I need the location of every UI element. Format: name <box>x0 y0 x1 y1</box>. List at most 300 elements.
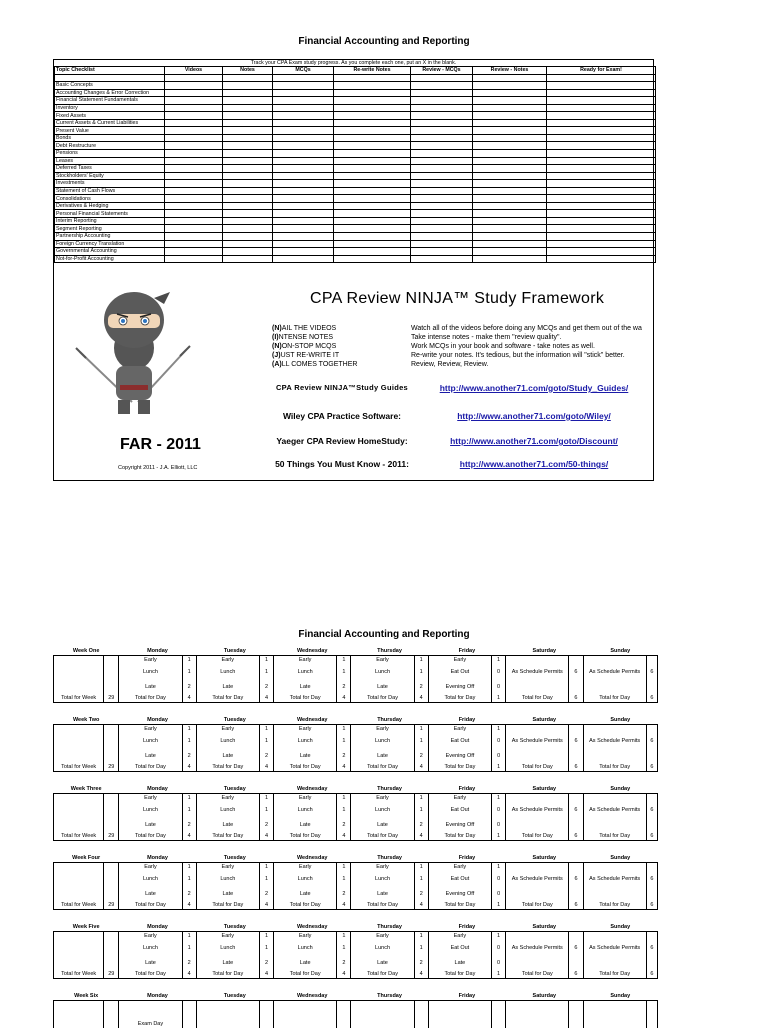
hours-value[interactable] <box>646 817 657 832</box>
hours-value[interactable]: 2 <box>182 679 196 694</box>
checklist-cell[interactable] <box>334 112 411 120</box>
checklist-cell[interactable] <box>473 195 547 203</box>
hours-value[interactable]: 2 <box>337 748 351 763</box>
hours-value[interactable]: 1 <box>414 940 428 955</box>
hours-value[interactable]: 1 <box>414 871 428 886</box>
hours-value[interactable]: 4 <box>182 901 196 910</box>
checklist-cell[interactable] <box>273 248 334 256</box>
hours-value[interactable]: 1 <box>492 725 506 734</box>
hours-value[interactable] <box>337 1001 351 1011</box>
checklist-cell[interactable] <box>165 89 223 97</box>
hours-value[interactable]: 4 <box>337 970 351 979</box>
hours-value[interactable]: 1 <box>492 763 506 772</box>
checklist-cell[interactable] <box>411 248 473 256</box>
hours-value[interactable]: 1 <box>492 863 506 872</box>
checklist-cell[interactable] <box>411 172 473 180</box>
checklist-cell[interactable] <box>165 172 223 180</box>
checklist-cell[interactable] <box>273 172 334 180</box>
checklist-cell[interactable] <box>547 195 656 203</box>
hours-value[interactable] <box>569 656 583 665</box>
week-total-value[interactable]: 29 <box>104 832 119 841</box>
week-total-value[interactable] <box>104 748 119 763</box>
checklist-cell[interactable] <box>334 119 411 127</box>
hours-value[interactable] <box>569 886 583 901</box>
checklist-cell[interactable] <box>273 255 334 263</box>
hours-value[interactable] <box>569 817 583 832</box>
checklist-cell[interactable] <box>165 195 223 203</box>
checklist-cell[interactable] <box>165 187 223 195</box>
hours-value[interactable]: 4 <box>414 763 428 772</box>
hours-value[interactable]: 0 <box>492 886 506 901</box>
checklist-cell[interactable] <box>473 89 547 97</box>
checklist-cell[interactable] <box>223 225 273 233</box>
hours-value[interactable] <box>646 656 657 665</box>
hours-value[interactable]: 4 <box>337 694 351 703</box>
hours-value[interactable]: 1 <box>492 656 506 665</box>
hours-value[interactable]: 4 <box>414 832 428 841</box>
checklist-cell[interactable] <box>334 74 411 82</box>
checklist-cell[interactable] <box>334 195 411 203</box>
hours-value[interactable]: 1 <box>259 932 273 941</box>
hours-value[interactable]: 4 <box>259 832 273 841</box>
hours-value[interactable]: 1 <box>182 794 196 803</box>
checklist-cell[interactable] <box>273 97 334 105</box>
week-total-value[interactable] <box>104 955 119 970</box>
hours-value[interactable]: 2 <box>259 886 273 901</box>
week-total-value[interactable] <box>104 940 119 955</box>
checklist-cell[interactable] <box>547 225 656 233</box>
hours-value[interactable]: 4 <box>182 763 196 772</box>
checklist-cell[interactable] <box>473 119 547 127</box>
checklist-cell[interactable] <box>273 217 334 225</box>
hours-value[interactable]: 1 <box>337 802 351 817</box>
hours-value[interactable]: 0 <box>492 748 506 763</box>
checklist-cell[interactable] <box>273 240 334 248</box>
hours-value[interactable]: 2 <box>259 817 273 832</box>
hours-value[interactable] <box>646 932 657 941</box>
checklist-cell[interactable] <box>547 187 656 195</box>
week-total-value[interactable] <box>104 817 119 832</box>
checklist-cell[interactable] <box>547 142 656 150</box>
checklist-cell[interactable] <box>411 165 473 173</box>
week-total-value[interactable] <box>104 656 119 665</box>
checklist-cell[interactable] <box>411 134 473 142</box>
hours-value[interactable]: 1 <box>337 725 351 734</box>
checklist-cell[interactable] <box>334 172 411 180</box>
checklist-cell[interactable] <box>411 74 473 82</box>
checklist-cell[interactable] <box>273 104 334 112</box>
hours-value[interactable]: 1 <box>414 733 428 748</box>
hours-value[interactable]: 0 <box>492 679 506 694</box>
checklist-cell[interactable] <box>334 210 411 218</box>
hours-value[interactable]: 1 <box>259 863 273 872</box>
hours-value[interactable] <box>646 679 657 694</box>
checklist-cell[interactable] <box>223 150 273 158</box>
hours-value[interactable]: 4 <box>259 970 273 979</box>
checklist-cell[interactable] <box>473 248 547 256</box>
checklist-cell[interactable] <box>223 187 273 195</box>
checklist-cell[interactable] <box>411 210 473 218</box>
checklist-cell[interactable] <box>273 142 334 150</box>
hours-value[interactable]: 4 <box>337 901 351 910</box>
hours-value[interactable]: 6 <box>569 901 583 910</box>
hours-value[interactable]: 4 <box>337 763 351 772</box>
hours-value[interactable]: 1 <box>414 802 428 817</box>
checklist-cell[interactable] <box>273 89 334 97</box>
checklist-cell[interactable] <box>273 134 334 142</box>
checklist-cell[interactable] <box>273 150 334 158</box>
hours-value[interactable] <box>646 863 657 872</box>
checklist-cell[interactable] <box>165 217 223 225</box>
checklist-cell[interactable] <box>334 225 411 233</box>
hours-value[interactable]: 4 <box>182 694 196 703</box>
hours-value[interactable]: 1 <box>259 802 273 817</box>
checklist-cell[interactable] <box>273 119 334 127</box>
week-total-value[interactable]: 29 <box>104 901 119 910</box>
checklist-cell[interactable] <box>334 142 411 150</box>
checklist-cell[interactable] <box>473 187 547 195</box>
checklist-cell[interactable] <box>411 104 473 112</box>
checklist-cell[interactable] <box>165 150 223 158</box>
hours-value[interactable]: 1 <box>259 664 273 679</box>
hours-value[interactable]: 6 <box>646 763 657 772</box>
checklist-cell[interactable] <box>547 240 656 248</box>
checklist-cell[interactable] <box>273 112 334 120</box>
checklist-cell[interactable] <box>547 248 656 256</box>
hours-value[interactable]: 1 <box>492 832 506 841</box>
checklist-cell[interactable] <box>411 255 473 263</box>
checklist-cell[interactable] <box>334 89 411 97</box>
checklist-cell[interactable] <box>165 255 223 263</box>
checklist-cell[interactable] <box>547 119 656 127</box>
checklist-cell[interactable] <box>223 210 273 218</box>
checklist-cell[interactable] <box>473 74 547 82</box>
week-total-value[interactable] <box>104 664 119 679</box>
week-total-value[interactable] <box>104 794 119 803</box>
hours-value[interactable] <box>569 932 583 941</box>
checklist-cell[interactable] <box>334 104 411 112</box>
week-total-value[interactable] <box>104 863 119 872</box>
hours-value[interactable]: 1 <box>182 863 196 872</box>
hours-value[interactable]: 2 <box>414 817 428 832</box>
checklist-cell[interactable] <box>411 225 473 233</box>
hours-value[interactable]: 1 <box>492 901 506 910</box>
hours-value[interactable]: 6 <box>646 901 657 910</box>
checklist-cell[interactable] <box>273 225 334 233</box>
hours-value[interactable]: 6 <box>646 940 657 955</box>
week-total-value[interactable] <box>104 679 119 694</box>
checklist-cell[interactable] <box>223 89 273 97</box>
hours-value[interactable]: 2 <box>337 955 351 970</box>
checklist-cell[interactable] <box>473 180 547 188</box>
checklist-cell[interactable] <box>411 187 473 195</box>
hours-value[interactable]: 1 <box>182 802 196 817</box>
checklist-cell[interactable] <box>411 150 473 158</box>
hours-value[interactable]: 6 <box>646 802 657 817</box>
hours-value[interactable]: 2 <box>414 886 428 901</box>
checklist-cell[interactable] <box>473 134 547 142</box>
hours-value[interactable]: 0 <box>492 802 506 817</box>
hours-value[interactable]: 1 <box>492 694 506 703</box>
checklist-cell[interactable] <box>273 180 334 188</box>
checklist-cell[interactable] <box>547 233 656 241</box>
hours-value[interactable]: 1 <box>259 794 273 803</box>
hours-value[interactable]: 2 <box>337 679 351 694</box>
checklist-cell[interactable] <box>473 217 547 225</box>
hours-value[interactable]: 1 <box>182 940 196 955</box>
hours-value[interactable]: 0 <box>492 871 506 886</box>
checklist-cell[interactable] <box>165 127 223 135</box>
checklist-cell[interactable] <box>165 82 223 90</box>
hours-value[interactable]: 2 <box>337 886 351 901</box>
hours-value[interactable] <box>569 863 583 872</box>
hours-value[interactable] <box>182 1010 196 1019</box>
checklist-cell[interactable] <box>473 97 547 105</box>
hours-value[interactable]: 4 <box>182 832 196 841</box>
checklist-cell[interactable] <box>223 202 273 210</box>
hours-value[interactable]: 1 <box>492 970 506 979</box>
hours-value[interactable]: 1 <box>337 863 351 872</box>
hours-value[interactable] <box>569 1001 583 1011</box>
checklist-cell[interactable] <box>547 74 656 82</box>
hours-value[interactable]: 6 <box>569 970 583 979</box>
checklist-cell[interactable] <box>473 127 547 135</box>
checklist-cell[interactable] <box>165 248 223 256</box>
checklist-cell[interactable] <box>223 165 273 173</box>
checklist-cell[interactable] <box>473 202 547 210</box>
checklist-cell[interactable] <box>165 157 223 165</box>
checklist-cell[interactable] <box>273 82 334 90</box>
checklist-cell[interactable] <box>473 112 547 120</box>
hours-value[interactable]: 1 <box>259 656 273 665</box>
checklist-cell[interactable] <box>165 97 223 105</box>
hours-value[interactable]: 0 <box>492 733 506 748</box>
checklist-cell[interactable] <box>547 165 656 173</box>
hours-value[interactable]: 1 <box>337 794 351 803</box>
hours-value[interactable]: 1 <box>414 656 428 665</box>
checklist-cell[interactable] <box>223 180 273 188</box>
week-total-value[interactable] <box>104 886 119 901</box>
checklist-cell[interactable] <box>411 97 473 105</box>
checklist-cell[interactable] <box>411 157 473 165</box>
hours-value[interactable]: 4 <box>414 901 428 910</box>
hours-value[interactable]: 0 <box>492 664 506 679</box>
hours-value[interactable]: 1 <box>414 664 428 679</box>
hours-value[interactable]: 2 <box>182 886 196 901</box>
hours-value[interactable]: 1 <box>414 932 428 941</box>
checklist-cell[interactable] <box>334 255 411 263</box>
hours-value[interactable]: 4 <box>414 694 428 703</box>
hours-value[interactable] <box>492 1001 506 1011</box>
hours-value[interactable]: 4 <box>259 763 273 772</box>
checklist-cell[interactable] <box>165 104 223 112</box>
checklist-cell[interactable] <box>223 74 273 82</box>
checklist-cell[interactable] <box>411 82 473 90</box>
checklist-cell[interactable] <box>473 150 547 158</box>
checklist-cell[interactable] <box>273 202 334 210</box>
hours-value[interactable] <box>646 794 657 803</box>
hours-value[interactable]: 2 <box>414 955 428 970</box>
hours-value[interactable]: 1 <box>182 656 196 665</box>
checklist-cell[interactable] <box>55 74 165 82</box>
checklist-cell[interactable] <box>547 180 656 188</box>
checklist-cell[interactable] <box>473 165 547 173</box>
checklist-cell[interactable] <box>473 82 547 90</box>
hours-value[interactable]: 1 <box>182 932 196 941</box>
hours-value[interactable]: 0 <box>492 817 506 832</box>
hours-value[interactable]: 1 <box>259 733 273 748</box>
hours-value[interactable]: 1 <box>259 725 273 734</box>
hours-value[interactable] <box>569 794 583 803</box>
resource-link[interactable]: http://www.another71.com/goto/Wiley/ <box>457 411 611 421</box>
checklist-cell[interactable] <box>411 202 473 210</box>
hours-value[interactable]: 2 <box>259 679 273 694</box>
hours-value[interactable]: 6 <box>569 940 583 955</box>
hours-value[interactable]: 6 <box>569 694 583 703</box>
checklist-cell[interactable] <box>547 172 656 180</box>
checklist-cell[interactable] <box>273 165 334 173</box>
hours-value[interactable]: 4 <box>182 970 196 979</box>
checklist-cell[interactable] <box>273 195 334 203</box>
hours-value[interactable] <box>569 679 583 694</box>
checklist-cell[interactable] <box>473 104 547 112</box>
checklist-cell[interactable] <box>165 202 223 210</box>
checklist-cell[interactable] <box>473 225 547 233</box>
checklist-cell[interactable] <box>547 97 656 105</box>
checklist-cell[interactable] <box>223 97 273 105</box>
hours-value[interactable] <box>646 955 657 970</box>
checklist-cell[interactable] <box>273 210 334 218</box>
checklist-cell[interactable] <box>547 255 656 263</box>
checklist-cell[interactable] <box>547 217 656 225</box>
checklist-cell[interactable] <box>223 104 273 112</box>
checklist-cell[interactable] <box>411 240 473 248</box>
hours-value[interactable]: 1 <box>182 664 196 679</box>
checklist-cell[interactable] <box>223 217 273 225</box>
checklist-cell[interactable] <box>473 210 547 218</box>
checklist-cell[interactable] <box>273 157 334 165</box>
checklist-cell[interactable] <box>165 142 223 150</box>
checklist-cell[interactable] <box>273 233 334 241</box>
hours-value[interactable]: 1 <box>182 871 196 886</box>
hours-value[interactable]: 6 <box>646 664 657 679</box>
checklist-cell[interactable] <box>334 240 411 248</box>
hours-value[interactable]: 2 <box>414 679 428 694</box>
checklist-cell[interactable] <box>223 142 273 150</box>
hours-value[interactable]: 1 <box>337 733 351 748</box>
hours-value[interactable]: 2 <box>414 748 428 763</box>
checklist-cell[interactable] <box>165 180 223 188</box>
hours-value[interactable]: 2 <box>337 817 351 832</box>
checklist-cell[interactable] <box>334 180 411 188</box>
checklist-cell[interactable] <box>223 240 273 248</box>
hours-value[interactable]: 4 <box>414 970 428 979</box>
hours-value[interactable]: 0 <box>492 955 506 970</box>
checklist-cell[interactable] <box>223 157 273 165</box>
hours-value[interactable]: 2 <box>182 748 196 763</box>
hours-value[interactable]: 6 <box>569 871 583 886</box>
hours-value[interactable]: 6 <box>646 970 657 979</box>
checklist-cell[interactable] <box>411 127 473 135</box>
hours-value[interactable] <box>182 1001 196 1011</box>
checklist-cell[interactable] <box>547 202 656 210</box>
checklist-cell[interactable] <box>273 74 334 82</box>
checklist-cell[interactable] <box>165 74 223 82</box>
checklist-cell[interactable] <box>273 127 334 135</box>
checklist-cell[interactable] <box>411 142 473 150</box>
hours-value[interactable] <box>646 886 657 901</box>
hours-value[interactable] <box>337 1010 351 1019</box>
week-total-value[interactable] <box>104 733 119 748</box>
checklist-cell[interactable] <box>334 150 411 158</box>
hours-value[interactable]: 1 <box>492 932 506 941</box>
hours-value[interactable]: 4 <box>259 694 273 703</box>
hours-value[interactable]: 1 <box>259 940 273 955</box>
checklist-cell[interactable] <box>411 217 473 225</box>
hours-value[interactable]: 1 <box>259 871 273 886</box>
week-total-value[interactable] <box>104 932 119 941</box>
hours-value[interactable] <box>259 1001 273 1011</box>
checklist-cell[interactable] <box>223 134 273 142</box>
checklist-cell[interactable] <box>334 82 411 90</box>
checklist-cell[interactable] <box>473 172 547 180</box>
week-total-value[interactable] <box>104 1001 119 1011</box>
hours-value[interactable]: 1 <box>337 664 351 679</box>
checklist-cell[interactable] <box>334 202 411 210</box>
hours-value[interactable] <box>646 1010 657 1019</box>
checklist-cell[interactable] <box>334 233 411 241</box>
checklist-cell[interactable] <box>334 127 411 135</box>
week-total-value[interactable]: 29 <box>104 694 119 703</box>
hours-value[interactable]: 6 <box>569 763 583 772</box>
hours-value[interactable]: 4 <box>259 901 273 910</box>
checklist-cell[interactable] <box>473 157 547 165</box>
hours-value[interactable] <box>569 1010 583 1019</box>
hours-value[interactable]: 1 <box>414 725 428 734</box>
hours-value[interactable] <box>646 1001 657 1011</box>
checklist-cell[interactable] <box>165 240 223 248</box>
checklist-cell[interactable] <box>547 210 656 218</box>
checklist-cell[interactable] <box>165 134 223 142</box>
checklist-cell[interactable] <box>547 150 656 158</box>
checklist-cell[interactable] <box>273 187 334 195</box>
hours-value[interactable] <box>646 748 657 763</box>
checklist-cell[interactable] <box>547 157 656 165</box>
checklist-cell[interactable] <box>165 119 223 127</box>
hours-value[interactable]: 6 <box>646 694 657 703</box>
hours-value[interactable] <box>569 725 583 734</box>
hours-value[interactable] <box>569 955 583 970</box>
checklist-cell[interactable] <box>411 119 473 127</box>
hours-value[interactable]: 1 <box>182 725 196 734</box>
week-total-value[interactable] <box>104 802 119 817</box>
checklist-cell[interactable] <box>334 97 411 105</box>
checklist-cell[interactable] <box>473 142 547 150</box>
hours-value[interactable]: 0 <box>492 940 506 955</box>
hours-value[interactable]: 6 <box>646 733 657 748</box>
resource-link[interactable]: http://www.another71.com/50-things/ <box>459 459 609 469</box>
checklist-cell[interactable] <box>411 89 473 97</box>
checklist-cell[interactable] <box>223 127 273 135</box>
checklist-cell[interactable] <box>334 165 411 173</box>
week-total-value[interactable]: 29 <box>104 763 119 772</box>
checklist-cell[interactable] <box>473 233 547 241</box>
hours-value[interactable]: 6 <box>646 871 657 886</box>
checklist-cell[interactable] <box>223 119 273 127</box>
checklist-cell[interactable] <box>411 112 473 120</box>
checklist-cell[interactable] <box>547 82 656 90</box>
hours-value[interactable] <box>414 1010 428 1019</box>
